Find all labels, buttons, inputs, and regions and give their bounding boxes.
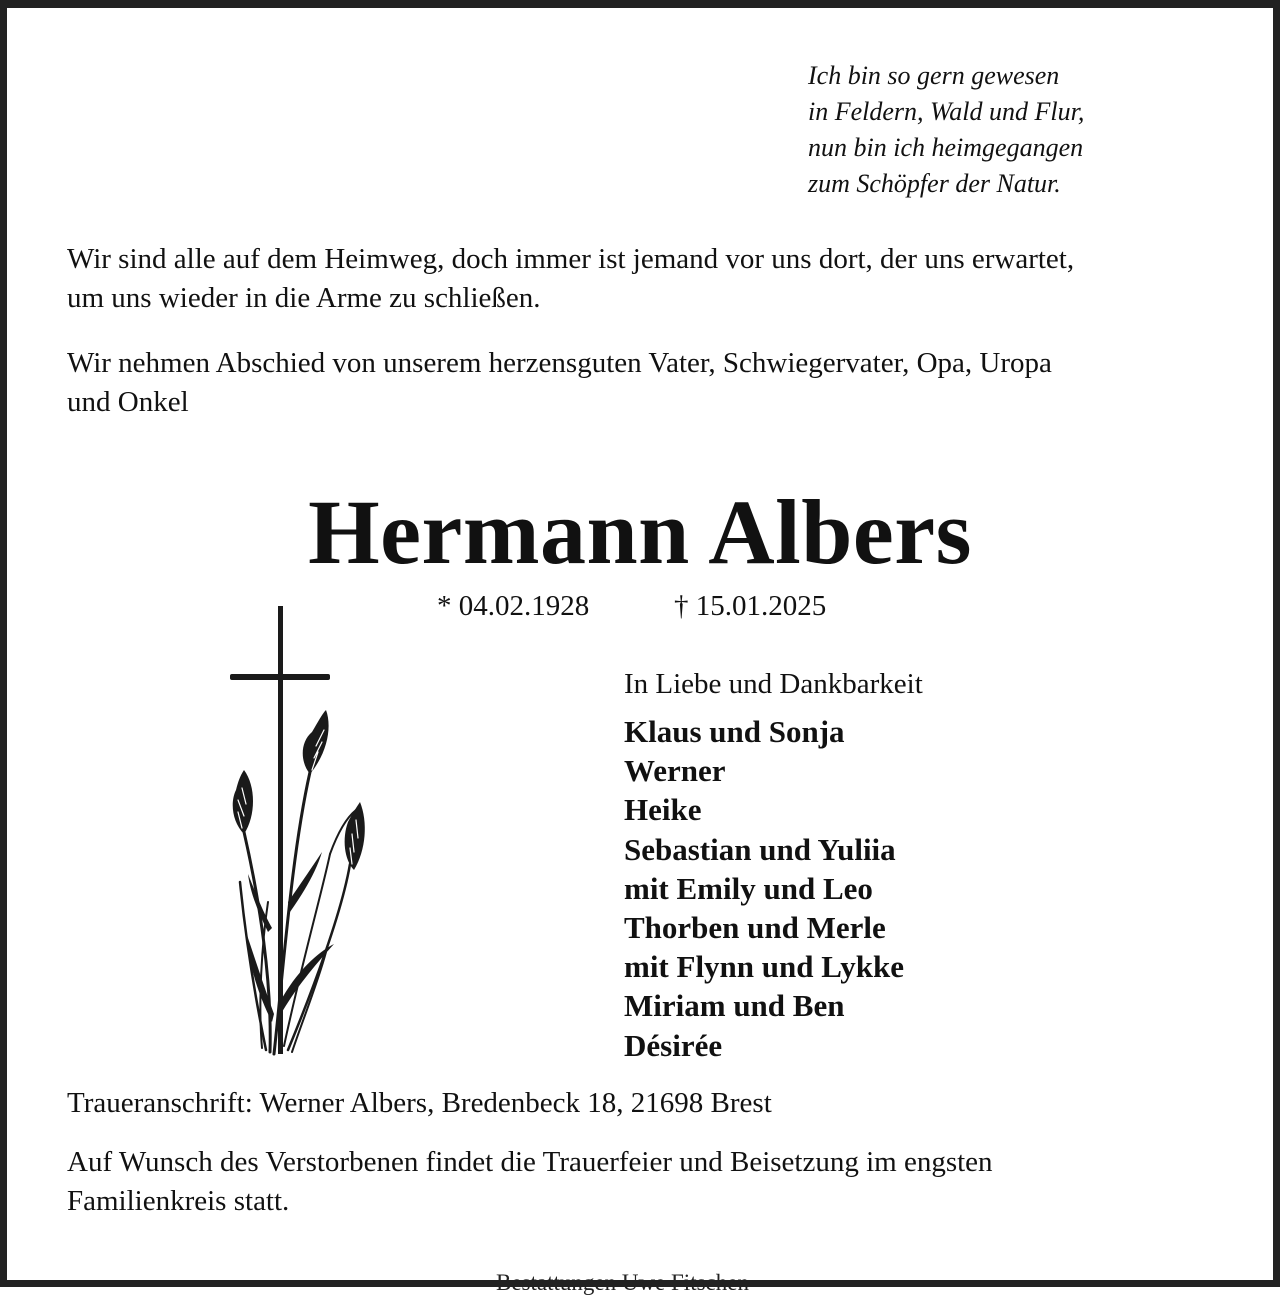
poem-line: nun bin ich heimgegangen bbox=[808, 133, 1084, 162]
death-date: † 15.01.2025 bbox=[674, 590, 827, 622]
mourner-name: Désirée bbox=[624, 1027, 723, 1063]
mourner-name: Klaus und Sonja bbox=[624, 714, 845, 749]
mourners-list bbox=[624, 712, 904, 1065]
paragraph-line: Wir nehmen Abschied von unserem herzensguten Vater, Schwiegervater, Opa, Uropa bbox=[67, 347, 1052, 379]
undertaker-credit: Bestattungen Uwe Fitschen bbox=[496, 1270, 749, 1295]
paragraph-line: Familienkreis statt. bbox=[67, 1185, 290, 1217]
funeral-notice bbox=[67, 1143, 993, 1221]
farewell-paragraph bbox=[67, 344, 1052, 422]
mourner-name: Sebastian und Yuliia bbox=[624, 831, 896, 867]
cross-with-wheat-icon bbox=[222, 602, 382, 1060]
footer bbox=[0, 1269, 1280, 1297]
mourner-name: mit Flynn und Lykke bbox=[624, 949, 904, 985]
mourners-intro: In Liebe und Dankbarkeit bbox=[624, 668, 923, 700]
mourner-name: mit Emily und Leo bbox=[624, 870, 873, 906]
poem-line: zum Schöpfer der Natur. bbox=[808, 169, 1061, 198]
mourner-name: Thorben und Merle bbox=[624, 910, 886, 946]
mourning-address: Traueranschrift: Werner Albers, Bredenbeck 18, 21698 Brest bbox=[67, 1087, 772, 1119]
footer-rule-left bbox=[286, 1281, 492, 1286]
birth-date: * 04.02.1928 bbox=[437, 590, 590, 622]
footer-rule-right bbox=[786, 1281, 994, 1286]
deceased-name: Hermann Albers bbox=[308, 481, 972, 583]
poem-line: in Feldern, Wald und Flur, bbox=[808, 97, 1085, 126]
paragraph-line: Wir sind alle auf dem Heimweg, doch immer ist jemand vor uns dort, der uns erwartet, bbox=[67, 243, 1075, 275]
paragraph-line: und Onkel bbox=[67, 386, 189, 418]
mourner-name: Heike bbox=[624, 792, 702, 828]
mourner-name: Werner bbox=[624, 753, 726, 789]
paragraph-line: um uns wieder in die Arme zu schließen. bbox=[67, 282, 541, 314]
intro-paragraph bbox=[67, 240, 1074, 318]
poem bbox=[808, 58, 1084, 202]
poem-line: Ich bin so gern gewesen bbox=[808, 61, 1060, 90]
mourner-name: Miriam und Ben bbox=[624, 988, 845, 1024]
paragraph-line: Auf Wunsch des Verstorbenen findet die Trauerfeier und Beisetzung im engsten bbox=[67, 1146, 993, 1178]
